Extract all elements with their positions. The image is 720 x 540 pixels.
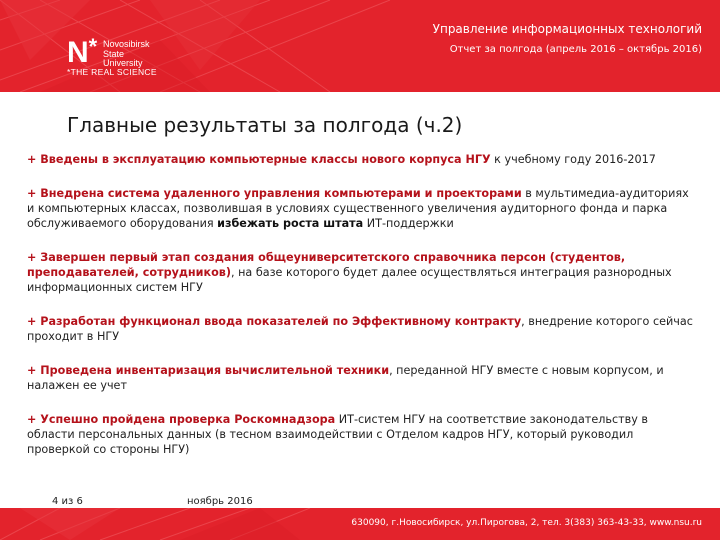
page-number: 4 из 6 — [52, 496, 83, 507]
footer-banner — [0, 508, 720, 540]
list-item: + Завершен первый этап создания общеуниверситетского справочника персон (студентов, преподавателей, сотрудников), на базе которого будет далее осуществляться интеграция разнородных информационных систем НГУ — [27, 251, 672, 294]
list-item: + Введены в эксплуатацию компьютерные классы нового корпуса НГУ к учебному году 2016-2017 — [27, 153, 656, 166]
logo-university-name: Novosibirsk State University — [103, 39, 150, 68]
slide-title: Главные результаты за полгода (ч.2) — [67, 113, 463, 137]
logo-mark: N* — [67, 34, 98, 69]
header-banner — [0, 0, 720, 92]
report-period: Отчет за полгода (апрель 2016 – октябрь 2016) — [449, 44, 702, 55]
list-item: + Внедрена система удаленного управления компьютерами и проекторами в мультимедиа-аудиториях и компьютерных классах, позволившая в условиях существенного увеличения аудиторного фонда и парка обслуживаемого оборудования избежать роста штата ИТ-поддержки — [27, 187, 689, 230]
department-title: Управление информационных технологий — [432, 22, 702, 36]
list-item: + Успешно пройдена проверка Роскомнадзора ИТ-систем НГУ на соответствие законодательству в области персональных данных (в тесном взаимодействии с Отделом кадров НГУ, который руководил проверкой со стороны НГУ) — [27, 413, 648, 456]
slide-date: ноябрь 2016 — [187, 496, 253, 507]
list-item: + Проведена инвентаризация вычислительной техники, переданной НГУ вместе с новым корпусом, и налажен ее учет — [27, 364, 664, 392]
list-item: + Разработан функционал ввода показателей по Эффективному контракту, внедрение которого сейчас проходит в НГУ — [27, 315, 693, 343]
contact-address: 630090, г.Новосибирск, ул.Пирогова, 2, тел. 3(383) 363-43-33, www.nsu.ru — [351, 518, 702, 528]
results-list — [27, 152, 699, 476]
logo-slogan: *THE REAL SCIENCE — [67, 67, 157, 77]
